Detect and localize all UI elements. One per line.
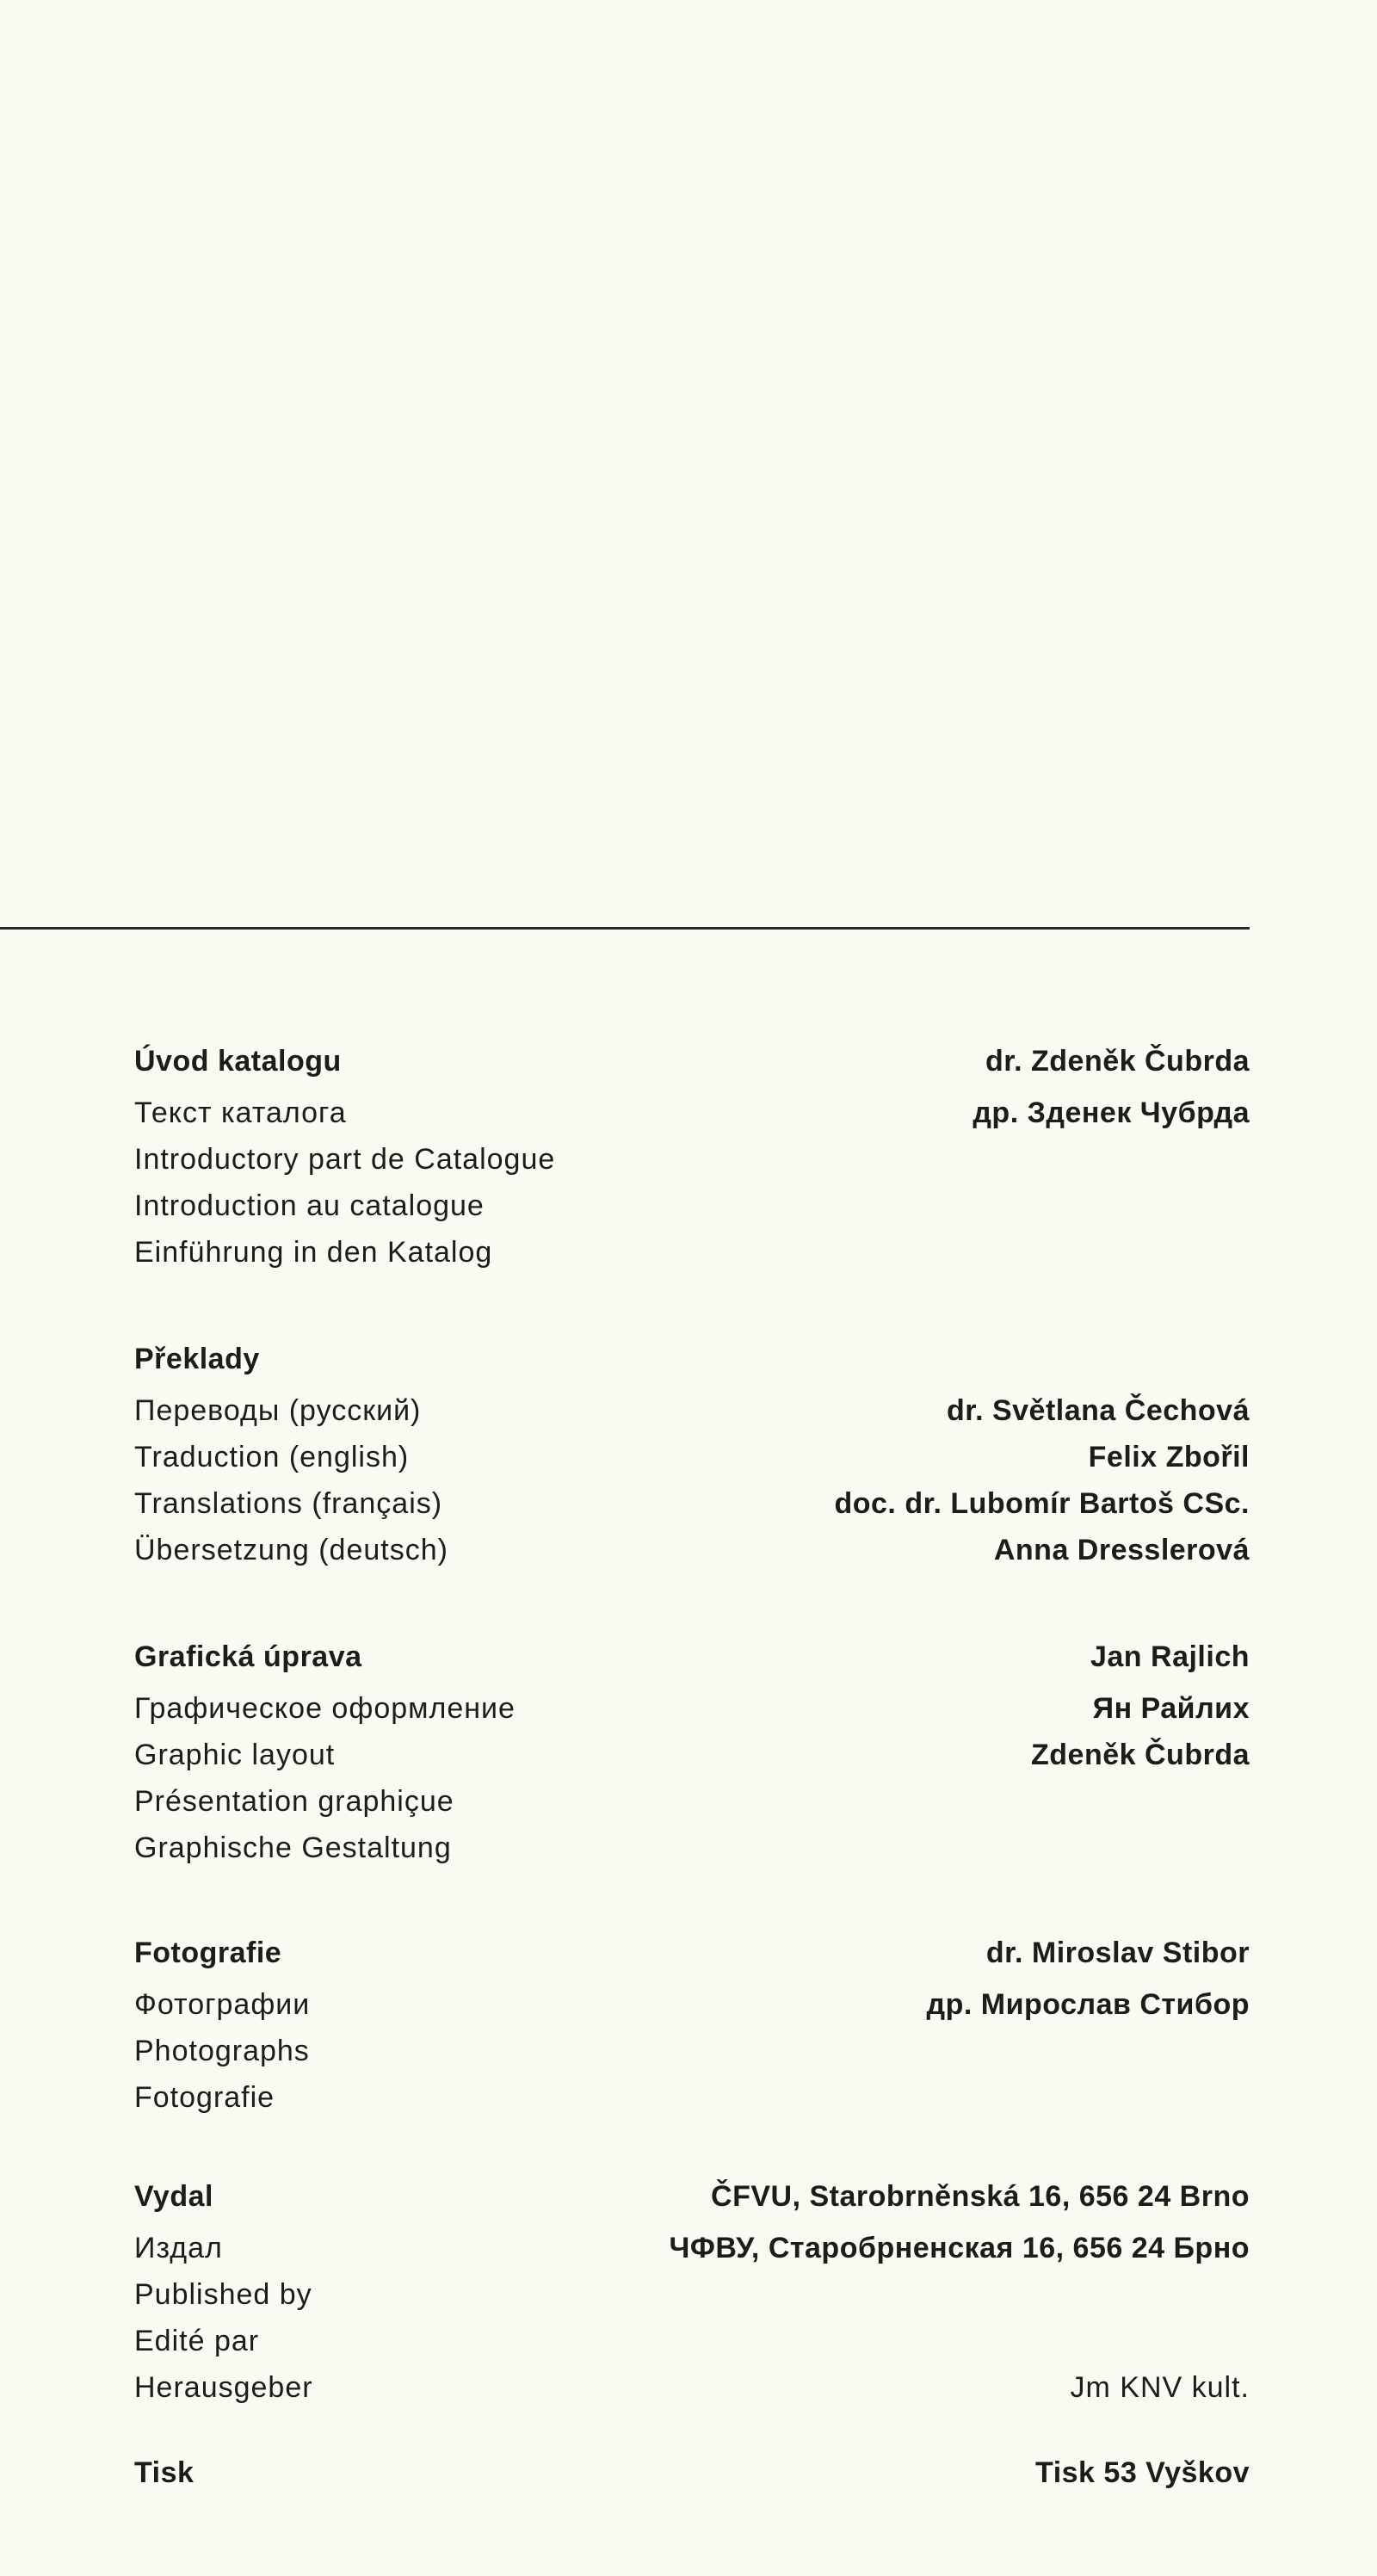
- section-print: [134, 2449, 1250, 2496]
- line-row: [134, 2225, 1250, 2271]
- line-label: Herausgeber: [134, 2371, 313, 2404]
- line-row: [134, 2074, 1250, 2121]
- line-label: Graphische Gestaltung: [134, 1832, 452, 1864]
- section-heading: Úvod katalogu: [134, 1045, 342, 1078]
- line-row: [134, 1387, 1250, 1434]
- line-row: [134, 1732, 1250, 1778]
- line-label: Introductory part de Catalogue: [134, 1143, 556, 1176]
- line-label: Traduction (english): [134, 1441, 410, 1473]
- line-row: [134, 1825, 1250, 1871]
- line-row: [134, 1685, 1250, 1732]
- line-row: [134, 1136, 1250, 1183]
- line-label: Published by: [134, 2278, 312, 2311]
- section-intro: [134, 1038, 1250, 1276]
- line-value: Ян Райлих: [1092, 1692, 1250, 1725]
- line-label: Fotografie: [134, 2081, 275, 2114]
- publisher-note: Jm KNV kult.: [1070, 2371, 1250, 2404]
- line-row: [134, 1229, 1250, 1276]
- line-label: Издал: [134, 2232, 223, 2264]
- section-heading-value: Jan Rajlich: [1090, 1640, 1250, 1673]
- section-heading-value: ČFVU, Starobrněnská 16, 656 24 Brno: [711, 2180, 1250, 2213]
- section-publisher: [134, 2173, 1250, 2411]
- section-translations: [134, 1336, 1250, 1573]
- line-label: Introduction au catalogue: [134, 1189, 485, 1222]
- line-value: Felix Zbořil: [1088, 1441, 1250, 1473]
- line-row: [134, 2028, 1250, 2074]
- section-heading: Grafická úprava: [134, 1640, 362, 1673]
- line-row: [134, 1090, 1250, 1136]
- section-heading-value: Tisk 53 Vyškov: [1035, 2456, 1250, 2489]
- line-label: Übersetzung (deutsch): [134, 1534, 448, 1566]
- section-heading: Překlady: [134, 1343, 260, 1375]
- line-value: Anna Dresslerová: [993, 1534, 1250, 1566]
- line-row: [134, 1480, 1250, 1527]
- line-label: Graphic layout: [134, 1739, 336, 1771]
- line-label: Photographs: [134, 2035, 310, 2067]
- line-label: Translations (français): [134, 1487, 443, 1520]
- section-heading-row: [134, 1336, 1250, 1382]
- section-heading-row: [134, 1038, 1250, 1084]
- line-value: Zdeněk Čubrda: [1031, 1739, 1250, 1771]
- line-label: Переводы (русский): [134, 1394, 422, 1427]
- line-label: Einführung in den Katalog: [134, 1236, 493, 1269]
- line-value: др. Зденек Чубрда: [973, 1096, 1250, 1129]
- section-heading-value: dr. Miroslav Stibor: [985, 1937, 1250, 1969]
- line-row: [134, 2271, 1250, 2318]
- line-label: Графическое оформление: [134, 1692, 516, 1725]
- line-row: [134, 1981, 1250, 2028]
- section-heading-row: [134, 2449, 1250, 2496]
- line-value: dr. Světlana Čechová: [946, 1394, 1250, 1427]
- line-label: Edité par: [134, 2325, 260, 2357]
- section-heading: Tisk: [134, 2456, 195, 2489]
- line-row: [134, 2364, 1250, 2411]
- line-row: [134, 1778, 1250, 1825]
- section-heading-row: [134, 1930, 1250, 1976]
- section-heading-value: dr. Zdeněk Čubrda: [985, 1045, 1250, 1078]
- section-heading-row: [134, 1634, 1250, 1680]
- section-graphic: [134, 1634, 1250, 1871]
- horizontal-rule: [0, 927, 1250, 930]
- line-value: ЧФВУ, Старобрненская 16, 656 24 Брно: [669, 2232, 1250, 2264]
- line-row: [134, 1434, 1250, 1480]
- line-row: [134, 2318, 1250, 2364]
- section-heading: Vydal: [134, 2180, 213, 2213]
- line-value: др. Мирослав Стибор: [926, 1988, 1250, 2021]
- line-row: [134, 1183, 1250, 1229]
- line-label: Текст каталога: [134, 1096, 347, 1129]
- section-photo: [134, 1930, 1250, 2121]
- line-label: Фотографии: [134, 1988, 311, 2021]
- section-heading-row: [134, 2173, 1250, 2220]
- line-label: Présentation graphiçue: [134, 1785, 454, 1818]
- line-row: [134, 1527, 1250, 1573]
- section-heading: Fotografie: [134, 1937, 282, 1969]
- line-value: doc. dr. Lubomír Bartoš CSc.: [834, 1487, 1250, 1520]
